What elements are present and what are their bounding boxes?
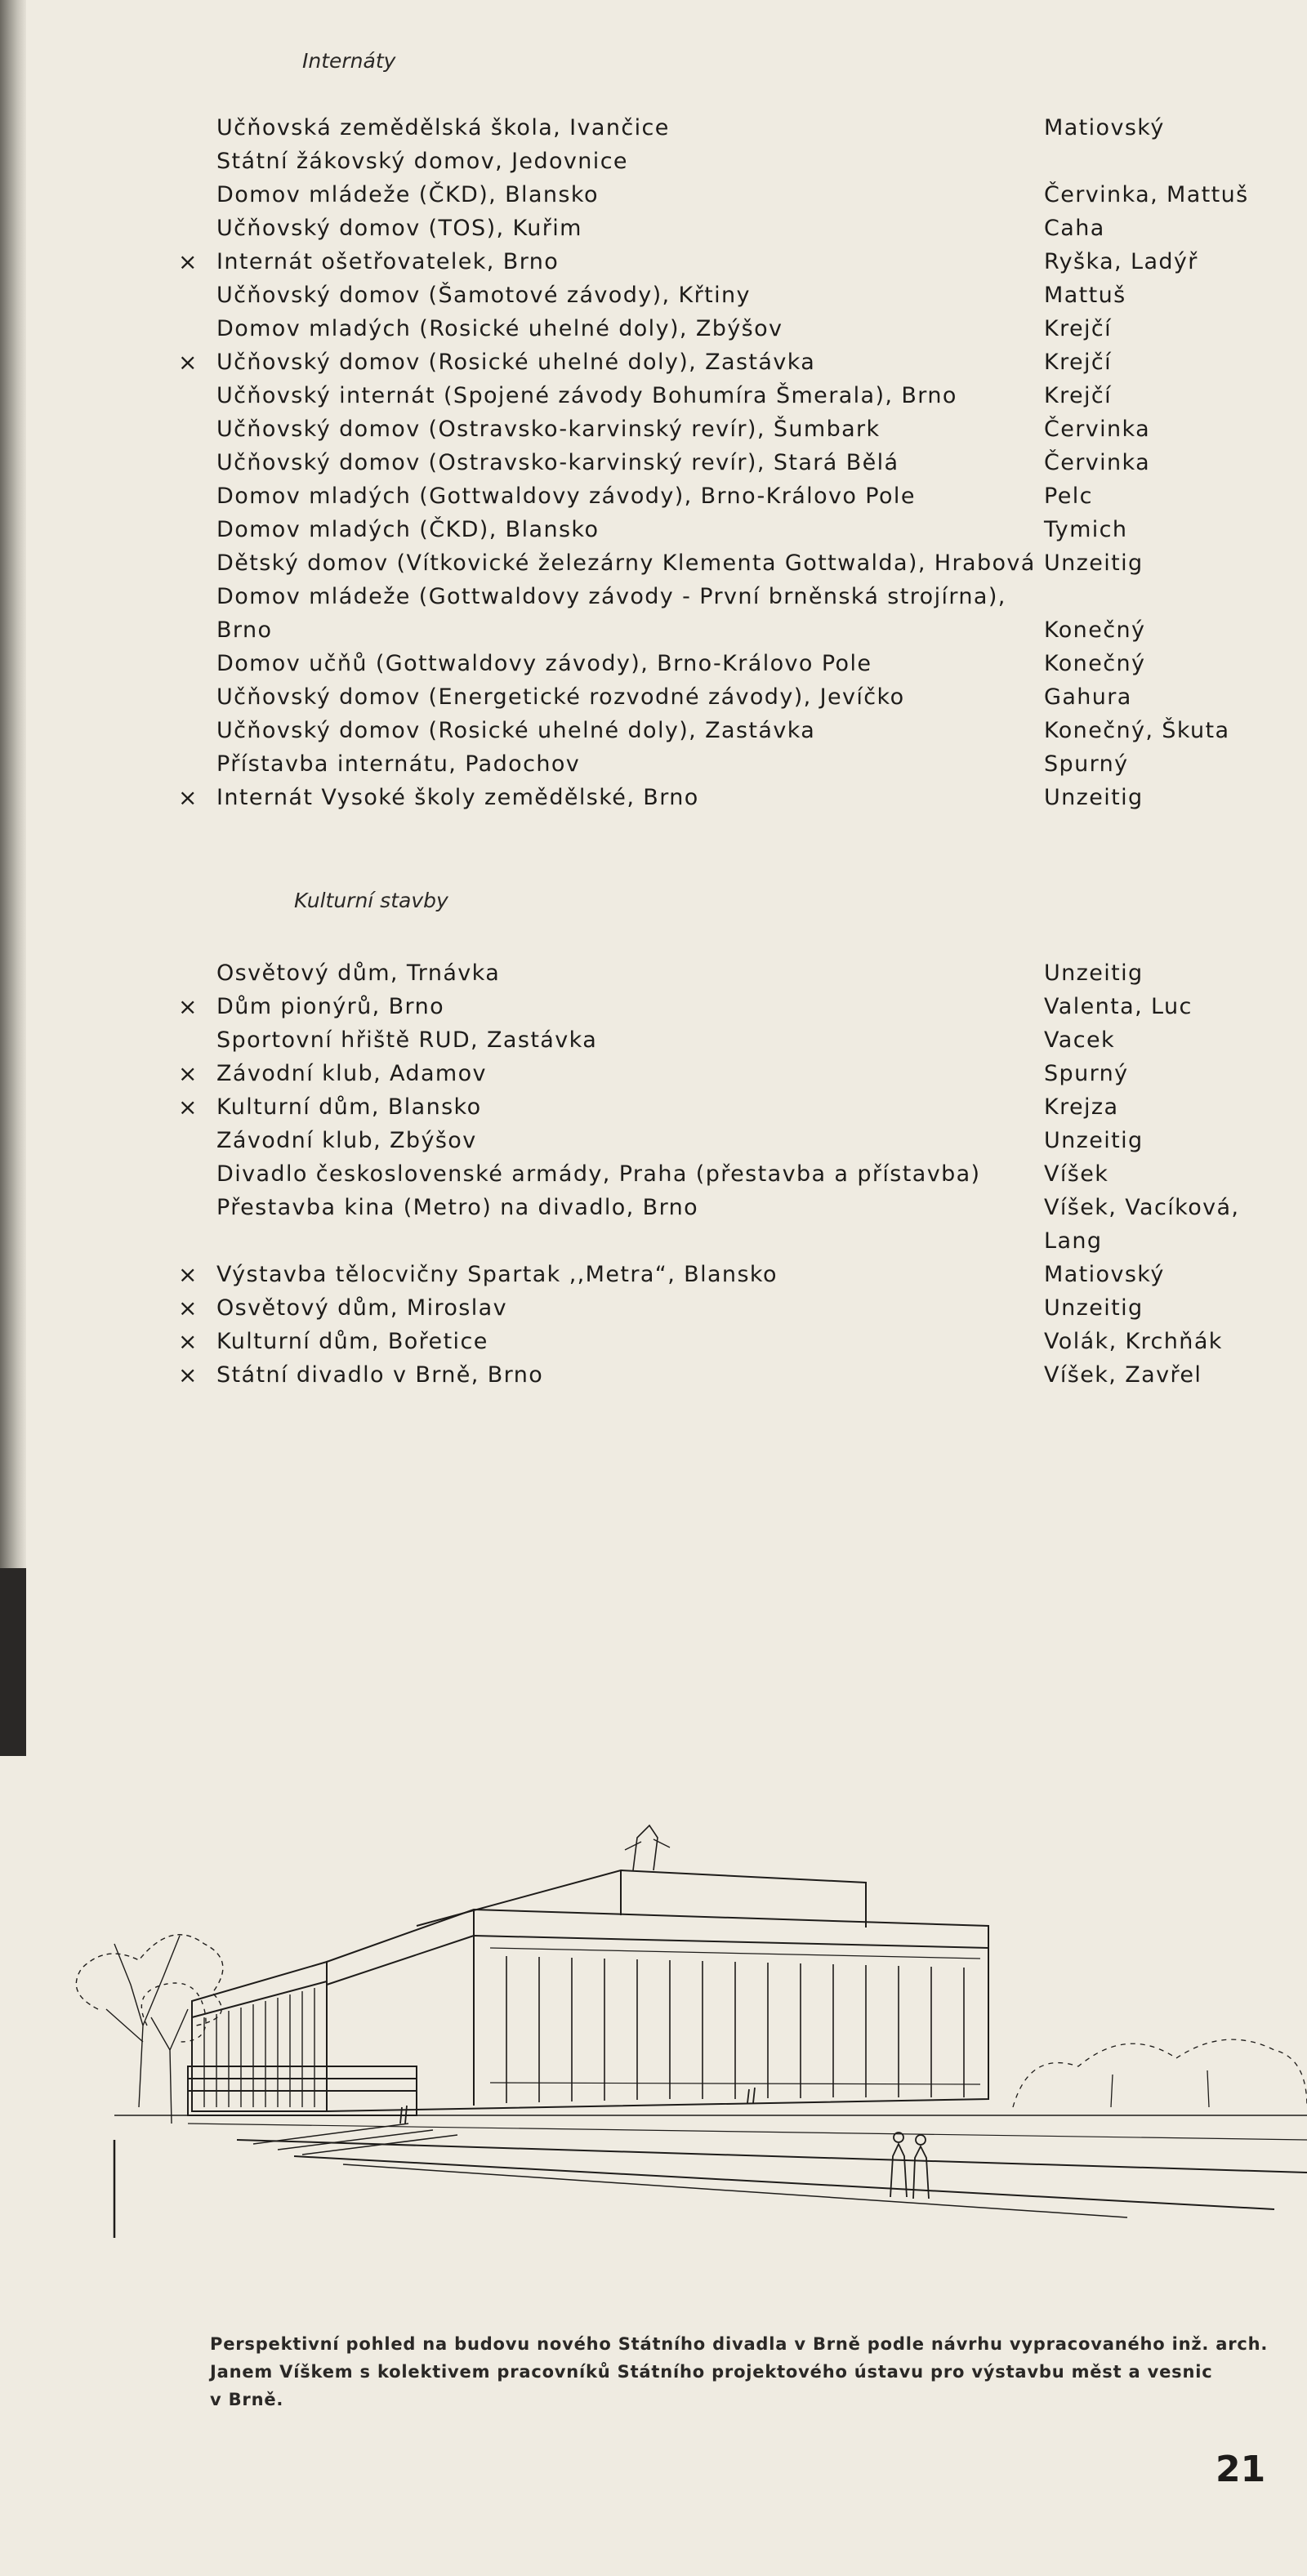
list-item xyxy=(0,513,1307,546)
entry-title: Učňovský domov (Rosické uhelné doly), Zastávka xyxy=(216,350,816,375)
entry-author: Tymich xyxy=(1044,517,1128,542)
realized-mark: × xyxy=(178,248,198,275)
list-item xyxy=(0,580,1307,643)
list-item xyxy=(0,345,1307,379)
entry-title: Učňovský internát (Spojené závody Bohumíra Šmerala), Brno xyxy=(216,383,957,408)
entry-title: Domov učňů (Gottwaldovy závody), Brno-Královo Pole xyxy=(216,651,872,676)
entry-author: Víšek, Vacíková, xyxy=(1044,1195,1240,1220)
realized-mark: × xyxy=(178,349,198,376)
list-item xyxy=(0,1023,1307,1057)
entry-title: Divadlo československé armády, Praha (přestavba a přístavba) xyxy=(216,1161,981,1187)
entry-title: Domov mládeže (Gottwaldovy závody - První brněnská strojírna), xyxy=(216,584,1006,609)
list-item xyxy=(0,1191,1307,1254)
entry-author: Spurný xyxy=(1044,751,1129,777)
illustration-caption xyxy=(210,2330,1272,2413)
entry-title: Učňovský domov (Ostravsko-karvinský revír), Stará Bělá xyxy=(216,450,899,475)
entry-title: Státní divadlo v Brně, Brno xyxy=(216,1362,544,1388)
list-item xyxy=(0,714,1307,747)
entry-title: Učňovský domov (Energetické rozvodné závody), Jevíčko xyxy=(216,684,905,710)
entry-author: Unzeitig xyxy=(1044,1128,1144,1153)
entry-title: Učňovská zemědělská škola, Ivančice xyxy=(216,115,670,140)
entry-title: Výstavba tělocvičny Spartak ,,Metra“, Blansko xyxy=(216,1262,778,1287)
entry-author: Valenta, Luc xyxy=(1044,994,1193,1019)
entry-author: Mattuš xyxy=(1044,283,1126,308)
realized-mark: × xyxy=(178,1094,198,1121)
entry-title: Kulturní dům, Blansko xyxy=(216,1094,482,1120)
list-item xyxy=(0,312,1307,345)
realized-mark: × xyxy=(178,1362,198,1388)
entry-title: Přístavba internátu, Padochov xyxy=(216,751,581,777)
list-item xyxy=(0,379,1307,412)
entry-author: Matiovský xyxy=(1044,115,1165,140)
entry-title: Závodní klub, Zbýšov xyxy=(216,1128,477,1153)
list-item xyxy=(0,680,1307,714)
entry-author: Krejza xyxy=(1044,1094,1119,1120)
entry-title: Závodní klub, Adamov xyxy=(216,1061,487,1086)
entry-author: Víšek xyxy=(1044,1161,1109,1187)
entry-author: Víšek, Zavřel xyxy=(1044,1362,1202,1388)
list-item xyxy=(0,279,1307,312)
entry-author: Červinka xyxy=(1044,417,1151,442)
entry-title: Domov mládeže (ČKD), Blansko xyxy=(216,182,599,207)
entry-title: Sportovní hřiště RUD, Zastávka xyxy=(216,1027,598,1053)
entry-title: Domov mladých (Rosické uhelné doly), Zbýšov xyxy=(216,316,783,341)
entry-title: Domov mladých (ČKD), Blansko xyxy=(216,517,600,542)
entry-author: Ryška, Ladýř xyxy=(1044,249,1198,274)
entry-author: Červinka, Mattuš xyxy=(1044,182,1249,207)
entry-title: Internát ošetřovatelek, Brno xyxy=(216,249,560,274)
list-item xyxy=(0,1291,1307,1325)
list-item xyxy=(0,446,1307,479)
entry-title: Státní žákovský domov, Jedovnice xyxy=(216,149,628,174)
list-item xyxy=(0,245,1307,279)
entry-author: Krejčí xyxy=(1044,383,1113,408)
entry-title: Učňovský domov (Rosické uhelné doly), Zastávka xyxy=(216,718,816,743)
entry-title-continuation: Brno xyxy=(216,617,273,643)
entry-author: Unzeitig xyxy=(1044,785,1144,810)
list-item xyxy=(0,212,1307,245)
entry-author: Červinka xyxy=(1044,450,1151,475)
entry-title: Osvětový dům, Trnávka xyxy=(216,960,501,986)
entry-author: Unzeitig xyxy=(1044,550,1144,576)
entry-title: Osvětový dům, Miroslav xyxy=(216,1295,507,1321)
entry-author: Konečný xyxy=(1044,651,1146,676)
entry-title: Domov mladých (Gottwaldovy závody), Brno-Královo Pole xyxy=(216,484,916,509)
entry-author: Pelc xyxy=(1044,484,1093,509)
entry-title: Přestavba kina (Metro) na divadlo, Brno xyxy=(216,1195,699,1220)
list-item xyxy=(0,1258,1307,1291)
entry-author: Krejčí xyxy=(1044,350,1113,375)
entry-title: Internát Vysoké školy zemědělské, Brno xyxy=(216,785,699,810)
section-heading-kulturni-stavby: Kulturní stavby xyxy=(294,889,448,912)
realized-mark: × xyxy=(178,784,198,811)
entry-title: Učňovský domov (Ostravsko-karvinský revír), Šumbark xyxy=(216,417,881,442)
entry-author: Caha xyxy=(1044,216,1105,241)
list-item xyxy=(0,956,1307,990)
list-item xyxy=(0,412,1307,446)
list-item xyxy=(0,990,1307,1023)
page-number: 21 xyxy=(1216,2449,1266,2490)
entry-author: Vacek xyxy=(1044,1027,1116,1053)
list-item xyxy=(0,1090,1307,1124)
page-edge-shadow xyxy=(0,1568,26,1756)
entry-title: Dům pionýrů, Brno xyxy=(216,994,444,1019)
list-item xyxy=(0,178,1307,212)
entry-title: Dětský domov (Vítkovické železárny Klementa Gottwalda), Hrabová xyxy=(216,550,1036,576)
caption-line: Janem Víškem s kolektivem pracovníků Státního projektového ústavu pro výstavbu měst a vesnic xyxy=(210,2362,1213,2382)
entry-author: Volák, Krchňák xyxy=(1044,1329,1223,1354)
entry-author: Krejčí xyxy=(1044,316,1113,341)
realized-mark: × xyxy=(178,1328,198,1355)
entry-author-continuation: Lang xyxy=(1044,1228,1103,1254)
entry-author: Matiovský xyxy=(1044,1262,1165,1287)
list-item xyxy=(0,1358,1307,1392)
section-heading-internaty: Internáty xyxy=(302,49,396,73)
theatre-perspective-drawing xyxy=(49,1780,1307,2238)
entry-author: Spurný xyxy=(1044,1061,1129,1086)
list-item xyxy=(0,1057,1307,1090)
list-item xyxy=(0,647,1307,680)
entry-author: Unzeitig xyxy=(1044,1295,1144,1321)
entry-author-continuation: Konečný xyxy=(1044,617,1146,643)
list-item xyxy=(0,1124,1307,1157)
entry-title: Učňovský domov (TOS), Kuřim xyxy=(216,216,582,241)
list-item xyxy=(0,111,1307,145)
list-item xyxy=(0,546,1307,580)
realized-mark: × xyxy=(178,1060,198,1087)
entry-author: Konečný, Škuta xyxy=(1044,718,1230,743)
entry-author: Unzeitig xyxy=(1044,960,1144,986)
realized-mark: × xyxy=(178,1261,198,1288)
list-item xyxy=(0,479,1307,513)
entry-title: Učňovský domov (Šamotové závody), Křtiny xyxy=(216,283,751,308)
caption-line: Perspektivní pohled na budovu nového Státního divadla v Brně podle návrhu vypracovaného inž. arch. xyxy=(210,2334,1269,2354)
realized-mark: × xyxy=(178,993,198,1020)
list-item xyxy=(0,1157,1307,1191)
list-item xyxy=(0,145,1307,178)
list-item xyxy=(0,747,1307,781)
entry-title: Kulturní dům, Bořetice xyxy=(216,1329,488,1354)
caption-line: v Brně. xyxy=(210,2390,284,2409)
realized-mark: × xyxy=(178,1295,198,1321)
list-item xyxy=(0,1325,1307,1358)
list-item xyxy=(0,781,1307,814)
entry-author: Gahura xyxy=(1044,684,1132,710)
